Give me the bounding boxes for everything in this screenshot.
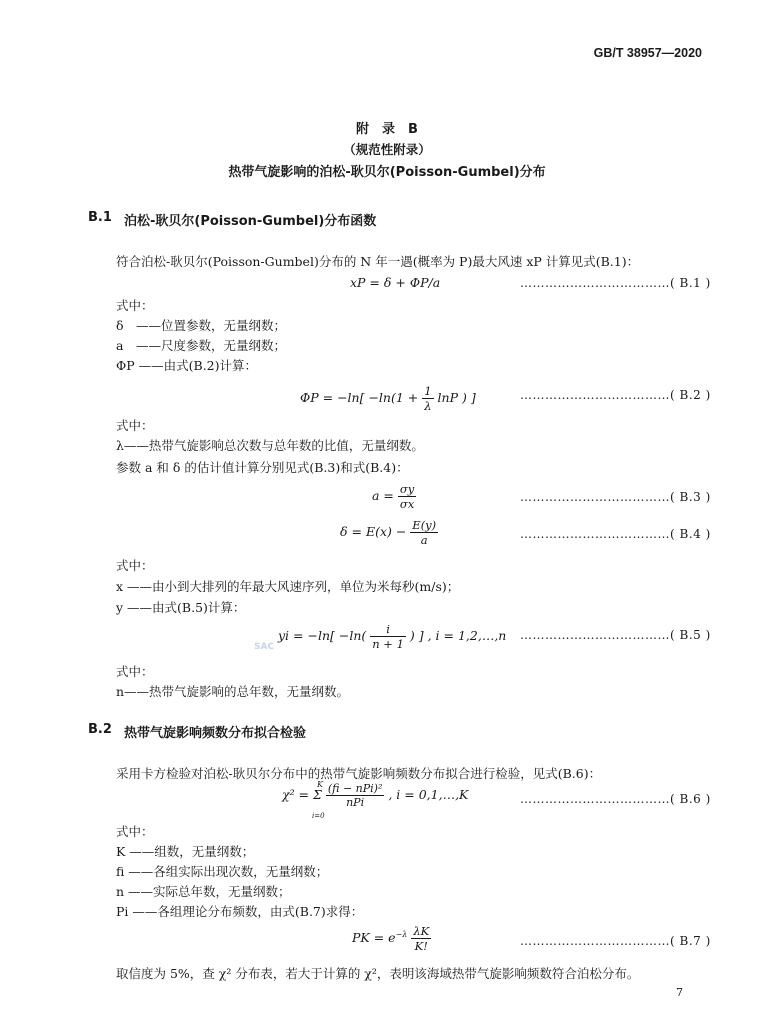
equation-b6 [282,782,468,809]
equation-b4 [340,518,438,547]
section-b1-title: 泊松-耿贝尔(Poisson-Gumbel)分布函数 [124,214,377,229]
appendix-title: 热带气旋影响的泊松-耿贝尔(Poisson-Gumbel)分布 [228,165,546,180]
equation-b6-sum-upper: K [317,780,323,789]
standard-code: GB/T 38957—2020 [593,46,702,60]
equation-b2-fraction [422,384,433,413]
where-label: 式中： [116,824,154,839]
def-P: Pi ——各组理论分布频数，由式(B.7)求得： [116,904,364,919]
equation-b6-left: χ² = Σ [282,787,322,802]
def-n: n——热带气旋影响的总年数，无量纲数。 [116,684,350,699]
def-x: x ——由小到大排列的年最大风速序列，单位为米每秒(m/s)； [116,579,460,594]
def-a: a ——尺度参数，无量纲数； [116,338,286,353]
def-delta: δ ——位置参数，无量纲数； [116,318,287,333]
section-b2-number: B.2 [88,722,112,737]
where-label: 式中： [116,298,154,313]
equation-b6-denominator: nPi [346,796,365,809]
equation-b6-number: ………………………………( B.6 ) [520,792,711,806]
page-number: 7 [676,986,683,999]
equation-b2-left: ΦP = −ln[ −ln(1 + [300,390,423,405]
equation-b1-number: ………………………………( B.1 ) [520,276,711,290]
equation-b1: xP = δ + ΦP/a [350,275,441,290]
where-label: 式中： [116,418,154,433]
b2-intro: 采用卡方检验对泊松-耿贝尔分布中的热带气旋影响频数分布拟合进行检验，见式(B.6)： [116,766,602,781]
section-b2-title: 热带气旋影响频数分布拟合检验 [124,726,307,741]
equation-b5-right: ) ] , i = 1,2,…,n [409,628,507,643]
conclusion: 取信度为 5%，查 χ² 分布表，若大于计算的 χ²，表明该海域热带气旋影响频数符合泊松分布。 [116,966,640,981]
equation-b4-denominator: a [420,533,428,547]
def-phi: ΦP ——由式(B.2)计算： [116,358,257,373]
equation-b6-numerator: (fi − nPi)² [327,782,383,795]
equation-b2-numerator: 1 [424,384,432,398]
where-label: 式中： [116,558,154,573]
equation-b5-left: yi = −ln[ −ln( [278,628,367,643]
equation-b3-numerator: σy [399,482,415,496]
equation-b4-left: δ = E(x) − [340,524,411,539]
equation-b3-fraction [398,482,416,511]
equation-b6-sum-lower: i=0 [312,812,325,820]
equation-b6-fraction [326,782,385,809]
equation-b2 [300,384,476,413]
equation-b3 [372,482,416,511]
equation-b7-exponent: −λ [395,929,408,939]
equation-b4-number: ………………………………( B.4 ) [520,527,711,541]
equation-b3-left: a = [372,488,398,503]
def-f: fi ——各组实际出现次数，无量纲数； [116,864,329,879]
equation-b4-fraction [410,518,438,547]
equation-b4-numerator: E(y) [412,518,437,532]
def-y: y ——由式(B.5)计算： [116,600,246,615]
def-n-total: n ——实际总年数，无量纲数； [116,884,291,899]
param-text: 参数 a 和 δ 的估计值计算分别见式(B.3)和式(B.4)： [116,460,409,475]
equation-b7-fraction [411,924,431,953]
equation-b2-number: ………………………………( B.2 ) [520,388,711,402]
equation-b7-numerator: λK [413,924,430,938]
appendix-label: 附 录 B [356,122,418,137]
def-lambda: λ——热带气旋影响总次数与总年数的比值，无量纲数。 [116,438,424,453]
where-label: 式中： [116,664,154,679]
def-K: K ——组数，无量纲数； [116,844,255,859]
watermark-logo: SAC [254,642,275,652]
equation-b2-right: lnP ) ] [437,390,476,405]
equation-b7 [352,924,431,953]
section-b1-number: B.1 [88,210,112,225]
equation-b2-denominator: λ [424,399,432,413]
equation-b3-number: ………………………………( B.3 ) [520,490,711,504]
equation-b5-fraction [370,622,406,651]
b1-intro: 符合泊松-耿贝尔(Poisson-Gumbel)分布的 N 年一遇(概率为 P)最大风速 xP 计算见式(B.1)： [116,254,640,269]
equation-b5-denominator: n + 1 [372,637,404,651]
equation-b7-denominator: K! [414,939,428,953]
equation-b5-numerator: i [370,622,406,637]
equation-b7-number: ………………………………( B.7 ) [520,934,711,948]
appendix-nature: （规范性附录） [343,142,431,157]
equation-b5-number: ………………………………( B.5 ) [520,628,711,642]
equation-b6-right: , i = 0,1,…,K [388,787,469,802]
equation-b3-denominator: σx [399,497,415,511]
equation-b5 [278,622,506,651]
equation-b7-left: PK = e [352,930,396,945]
